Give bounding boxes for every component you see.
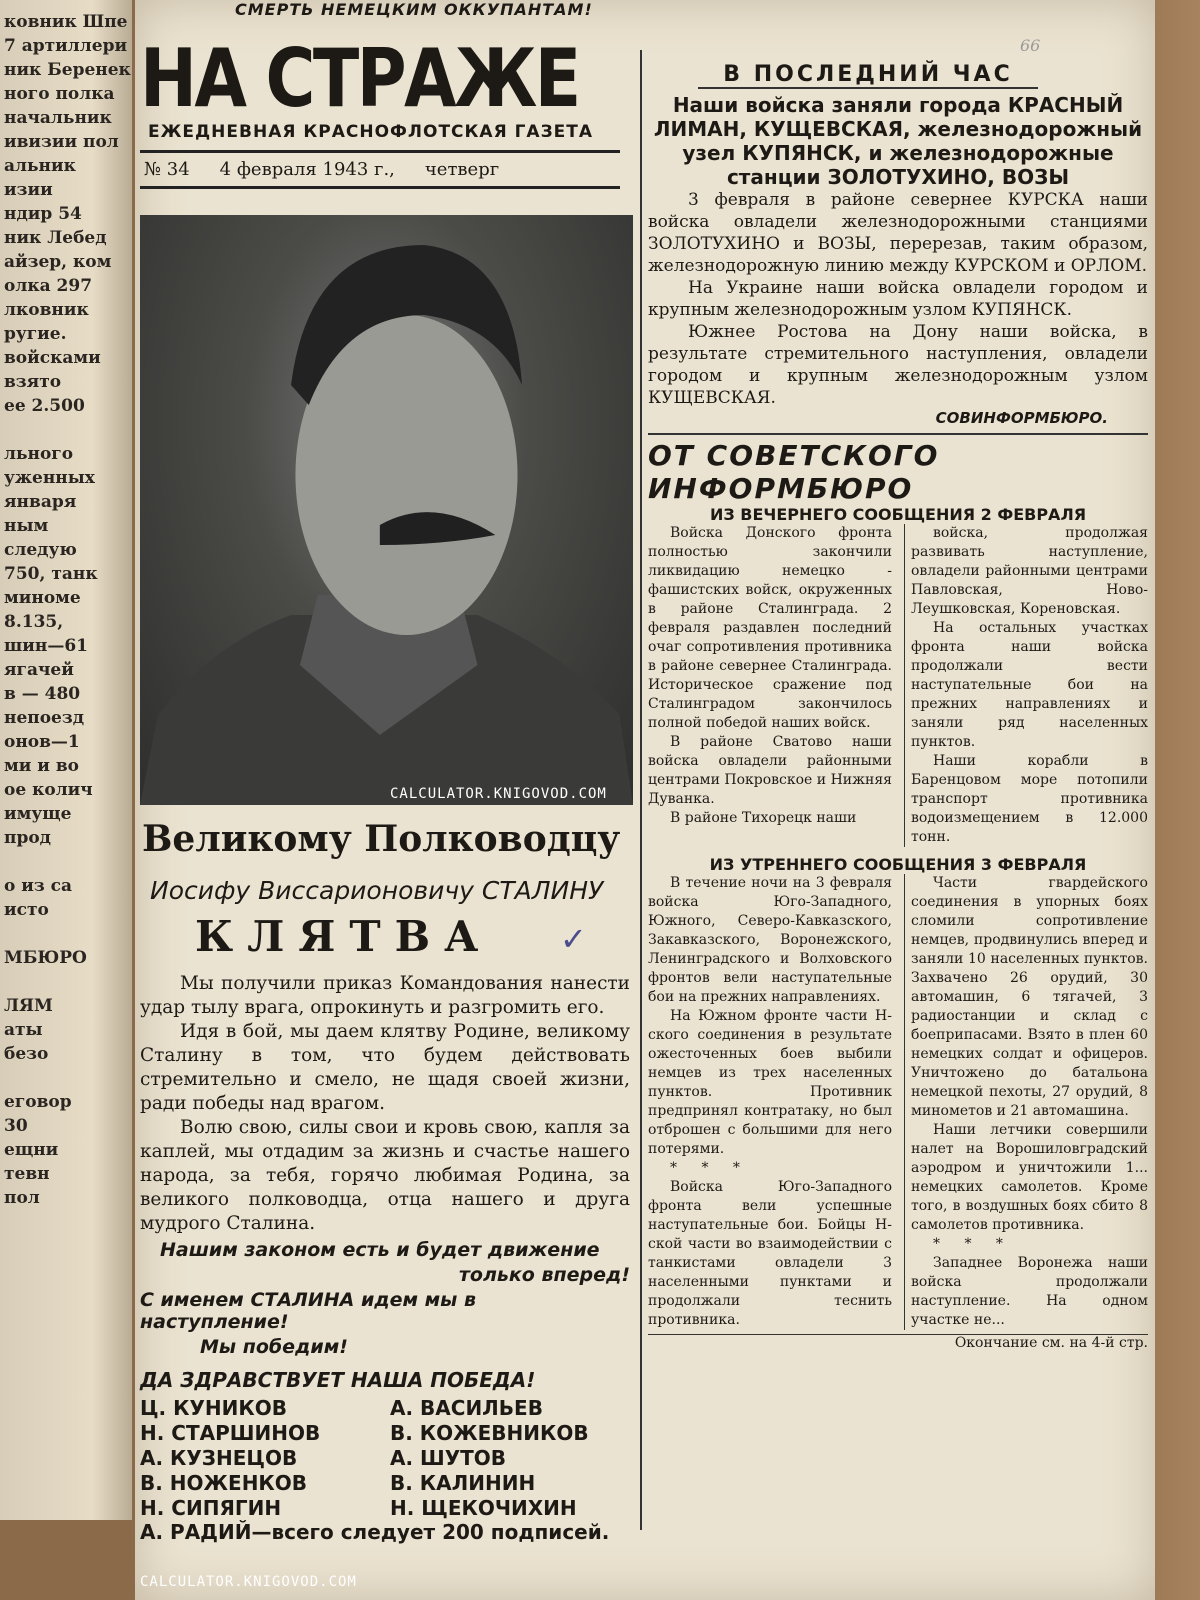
left-page-line: шин—61 — [4, 636, 88, 656]
oath-addressee: Иосифу Виссарионовичу СТАЛИНУ — [150, 876, 604, 905]
left-page-line — [4, 922, 132, 946]
left-page-line — [4, 970, 132, 994]
signature: А. ШУТОВ — [390, 1446, 507, 1470]
watermark: CALCULATOR.KNIGOVOD.COM — [390, 786, 607, 802]
evening-report — [648, 524, 1148, 847]
left-page-line: ковник Шпе — [4, 12, 128, 32]
left-page-line: прод — [4, 828, 51, 848]
oath-slogan: С именем СТАЛИНА идем мы в наступление! — [140, 1289, 476, 1333]
flash-rubric: В ПОСЛЕДНИЙ ЧАС — [698, 62, 1038, 89]
left-page-line: ЛЯМ — [4, 996, 53, 1016]
ink-check-mark: ✓ — [560, 920, 587, 958]
signature: В. НОЖЕНКОВ — [140, 1471, 308, 1495]
sovinform-title: ОТ СОВЕТСКОГО ИНФОРМБЮРО — [648, 433, 1148, 505]
oath-column — [140, 972, 630, 1544]
left-page-line: безо — [4, 1044, 49, 1064]
left-page-line: войсками — [4, 348, 101, 368]
sovinform-section — [648, 433, 1148, 1351]
signature: Н. СТАРШИНОВ — [140, 1421, 321, 1445]
left-page-line: непоезд — [4, 708, 85, 728]
signature: А. КУЗНЕЦОВ — [140, 1446, 298, 1470]
left-page-line: ного полка — [4, 84, 115, 104]
left-page-line: изии — [4, 180, 53, 200]
oath-slogan: только вперед! — [458, 1264, 630, 1286]
report-paragraph: Западнее Воронежа наши войска продолжали наступление. На одном участке не... — [911, 1255, 1148, 1328]
issue-date: 4 февраля 1943 г., — [219, 159, 395, 180]
left-page-line: следую — [4, 540, 77, 560]
left-page-line: пол — [4, 1188, 40, 1208]
oath-title: Великому Полководцу — [142, 818, 621, 860]
left-page-line: ещни — [4, 1140, 59, 1160]
left-page-line: ругие. — [4, 324, 67, 344]
morning-report-title: ИЗ УТРЕННЕГО СООБЩЕНИЯ 3 ФЕВРАЛЯ — [709, 855, 1087, 874]
signature: А. ВАСИЛЬЕВ — [390, 1396, 543, 1420]
flash-news — [648, 62, 1148, 427]
flash-source: СОВИНФОРМБЮРО. — [935, 409, 1108, 427]
left-page-line: ивизии пол — [4, 132, 119, 152]
flash-paragraph: На Украине наши войска овладели городом и крупным железнодорожным узлом КУПЯНСК. — [648, 278, 1148, 320]
report-paragraph: На Южном фронте части Н-ского соединения в результате ожесточенных боев выбили немцев из трех населенных пунктов. Противник предпринял контратаку, но был отброшен с большими для него потерями. — [648, 1008, 892, 1157]
watermark: CALCULATOR.KNIGOVOD.COM — [140, 1574, 357, 1590]
left-page-line: миноме — [4, 588, 81, 608]
signature: Ц. КУНИКОВ — [140, 1396, 287, 1420]
left-page-line: ее 2.500 — [4, 396, 85, 416]
report-paragraph: войска, продолжая развивать наступление, овладели районными центрами Павловская, Ново-Леушковская, Кореновская. — [911, 525, 1148, 617]
report-paragraph: Наши летчики совершили налет на Ворошиловградский аэродром и уничтожили 1... немецких самолетов. Кроме того, в воздушных боях сбито 8 самолетов противника. — [911, 1122, 1148, 1233]
long-live-slogan: ДА ЗДРАВСТВУЕТ НАША ПОБЕДА! — [140, 1368, 536, 1392]
evening-report-title: ИЗ ВЕЧЕРНЕГО СООБЩЕНИЯ 2 ФЕВРАЛЯ — [709, 505, 1087, 524]
left-page-line: имуще — [4, 804, 72, 824]
left-page-line: ое колич — [4, 780, 93, 800]
left-page-line: уженных — [4, 468, 95, 488]
left-page-line: 750, танк — [4, 564, 98, 584]
newspaper-title: НА СТРАЖЕ — [140, 32, 579, 125]
morning-report — [648, 874, 1148, 1330]
left-page-line: МБЮРО — [4, 948, 87, 968]
left-page-line — [4, 1066, 132, 1090]
report-paragraph: В районе Сватово наши войска овладели районными центрами Покровское и Нижняя Дуванка. — [648, 734, 892, 807]
left-page-line: ник Лебед — [4, 228, 107, 248]
issue-line — [140, 150, 620, 189]
report-paragraph: Части гвардейского соединения в упорных боях сломили сопротивление немцев, продвинулись вперед и заняли 10 населенных пунктов. Захвачено 26 орудий, 30 автомашин, 6 тягачей, 3 радиостанции и склад с боеприпасами. Взято в плен 60 немецких солдат и офицеров. Уничтожено до батальона немецкой пехоты, 27 орудий, 8 минометов и 21 автомашина. — [911, 875, 1148, 1119]
left-page-line: ягачей — [4, 660, 74, 680]
report-paragraph: Войска Донского фронта полностью закончили ликвидацию немецко - фашистских войск, окруженных в районе Сталинграда. 2 февраля раздавлен последний очаг сопротивления противника в районе севернее Сталинграда. Историческое сражение под Сталинградом закончилось полной победой наших войск. — [648, 525, 892, 731]
report-paragraph: В районе Тихорецк наши — [670, 810, 857, 826]
report-paragraph: * * * — [670, 1160, 750, 1176]
flash-headline: Наши войска заняли города КРАСНЫЙ ЛИМАН, КУЩЕВСКАЯ, железнодорожный узел КУПЯНСК, и железнодорожные станции ЗОЛОТУХИНО, ВОЗЫ — [653, 93, 1143, 189]
report-paragraph: В течение ночи на 3 февраля войска Юго-Западного, Южного, Северо-Кавказского, Закавказского, Воронежского, Ленинградского и Волховского фронтов вели наступательные бои на прежних направлениях. — [648, 875, 892, 1005]
newspaper-subtitle: ЕЖЕДНЕВНАЯ КРАСНОФЛОТСКАЯ ГАЗЕТА — [148, 122, 594, 142]
portrait-photo — [140, 215, 633, 805]
signature: Н. ЩЕКОЧИХИН — [390, 1496, 577, 1520]
left-page-line: о из са — [4, 876, 72, 896]
left-page-line: олка 297 — [4, 276, 93, 296]
report-paragraph: * * * — [933, 1236, 1013, 1252]
left-page-line: ным — [4, 516, 49, 536]
oath-heading: КЛЯТВА — [195, 912, 493, 961]
left-page-line: лковник — [4, 300, 89, 320]
left-page-line: льного — [4, 444, 74, 464]
signature: В. КОЖЕВНИКОВ — [390, 1421, 589, 1445]
left-page-line: начальник — [4, 108, 112, 128]
right-column — [648, 62, 1148, 1351]
left-page-line: ндир 54 — [4, 204, 82, 224]
oath-paragraph: Идя в бой, мы даем клятву Родине, великому Сталину в том, что будем действовать стремительно и смело, не щадя своей жизни, ради победы над врагом. — [140, 1021, 630, 1114]
left-page-line: в — 480 — [4, 684, 81, 704]
left-page-line: исто — [4, 900, 49, 920]
masthead-slogan: СМЕРТЬ НЕМЕЦКИМ ОККУПАНТАМ! — [235, 0, 593, 19]
signature: В. КАЛИНИН — [390, 1471, 536, 1495]
left-page-line: еговор — [4, 1092, 72, 1112]
left-page-line: 7 артиллери — [4, 36, 128, 56]
oath-slogan: Мы победим! — [200, 1336, 348, 1358]
report-paragraph: Войска Юго-Западного фронта вели успешные наступательные бои. Бойцы Н-ской части во взаимодействии с танкистами овладели 3 населенными пунктами и продолжали теснить противника. — [648, 1179, 892, 1328]
left-page-line: тевн — [4, 1164, 50, 1184]
left-page-line: аты — [4, 1020, 43, 1040]
left-page-line: альник — [4, 156, 76, 176]
left-page-line — [4, 850, 132, 874]
left-page-line: айзер, ком — [4, 252, 112, 272]
oath-text — [140, 972, 630, 1358]
left-page-line: 8.135, — [4, 612, 64, 632]
left-page-line: ми и во — [4, 756, 79, 776]
left-page-line: взято — [4, 372, 62, 392]
issue-number: № 34 — [144, 159, 190, 180]
signature-last: А. РАДИЙ—всего следует 200 подписей. — [140, 1520, 610, 1544]
flash-paragraph: 3 февраля в районе севернее КУРСКА наши войска овладели железнодорожными станциями ЗОЛОТУХИНО и ВОЗЫ, перерезав, таким образом, железнодорожную линию между КУРСКОМ и ОРЛОМ. — [648, 190, 1148, 276]
left-page-fragment — [0, 0, 132, 1520]
continued-note: Окончание см. на 4-й стр. — [648, 1334, 1148, 1351]
page-mark: 66 — [1020, 36, 1041, 55]
signatures — [140, 1368, 630, 1544]
issue-weekday: четверг — [424, 159, 500, 180]
oath-paragraph: Волю свою, силы свои и кровь свою, капля за каплей, мы отдадим за жизнь и счастье нашего народа, за тебя, горячо любимая Родина, за великого полководца, отца нашего и друга мудрого Сталина. — [140, 1117, 630, 1234]
left-page-line — [4, 418, 132, 442]
left-page-line: 30 — [4, 1116, 28, 1136]
oath-slogan: Нашим законом есть и будет движение — [160, 1239, 600, 1261]
column-divider — [640, 50, 642, 1530]
left-page-line: онов—1 — [4, 732, 80, 752]
left-page-line: ник Беренек — [4, 60, 131, 80]
report-paragraph: На остальных участках фронта наши войска продолжали вести наступательные бои на прежних направлениях и заняли ряд населенных пунктов. — [911, 620, 1148, 750]
oath-paragraph: Мы получили приказ Командования нанести удар тылу врага, опрокинуть и разгромить его. — [140, 973, 630, 1018]
signature: Н. СИПЯГИН — [140, 1496, 282, 1520]
flash-paragraph: Южнее Ростова на Дону наши войска, в результате стремительного наступления, овладели городом и крупным железнодорожным узлом КУЩЕВСКАЯ. — [648, 322, 1148, 408]
left-page-line: января — [4, 492, 77, 512]
report-paragraph: Наши корабли в Баренцовом море потопили транспорт противника водоизмещением в 12.000 тонн. — [911, 753, 1148, 845]
